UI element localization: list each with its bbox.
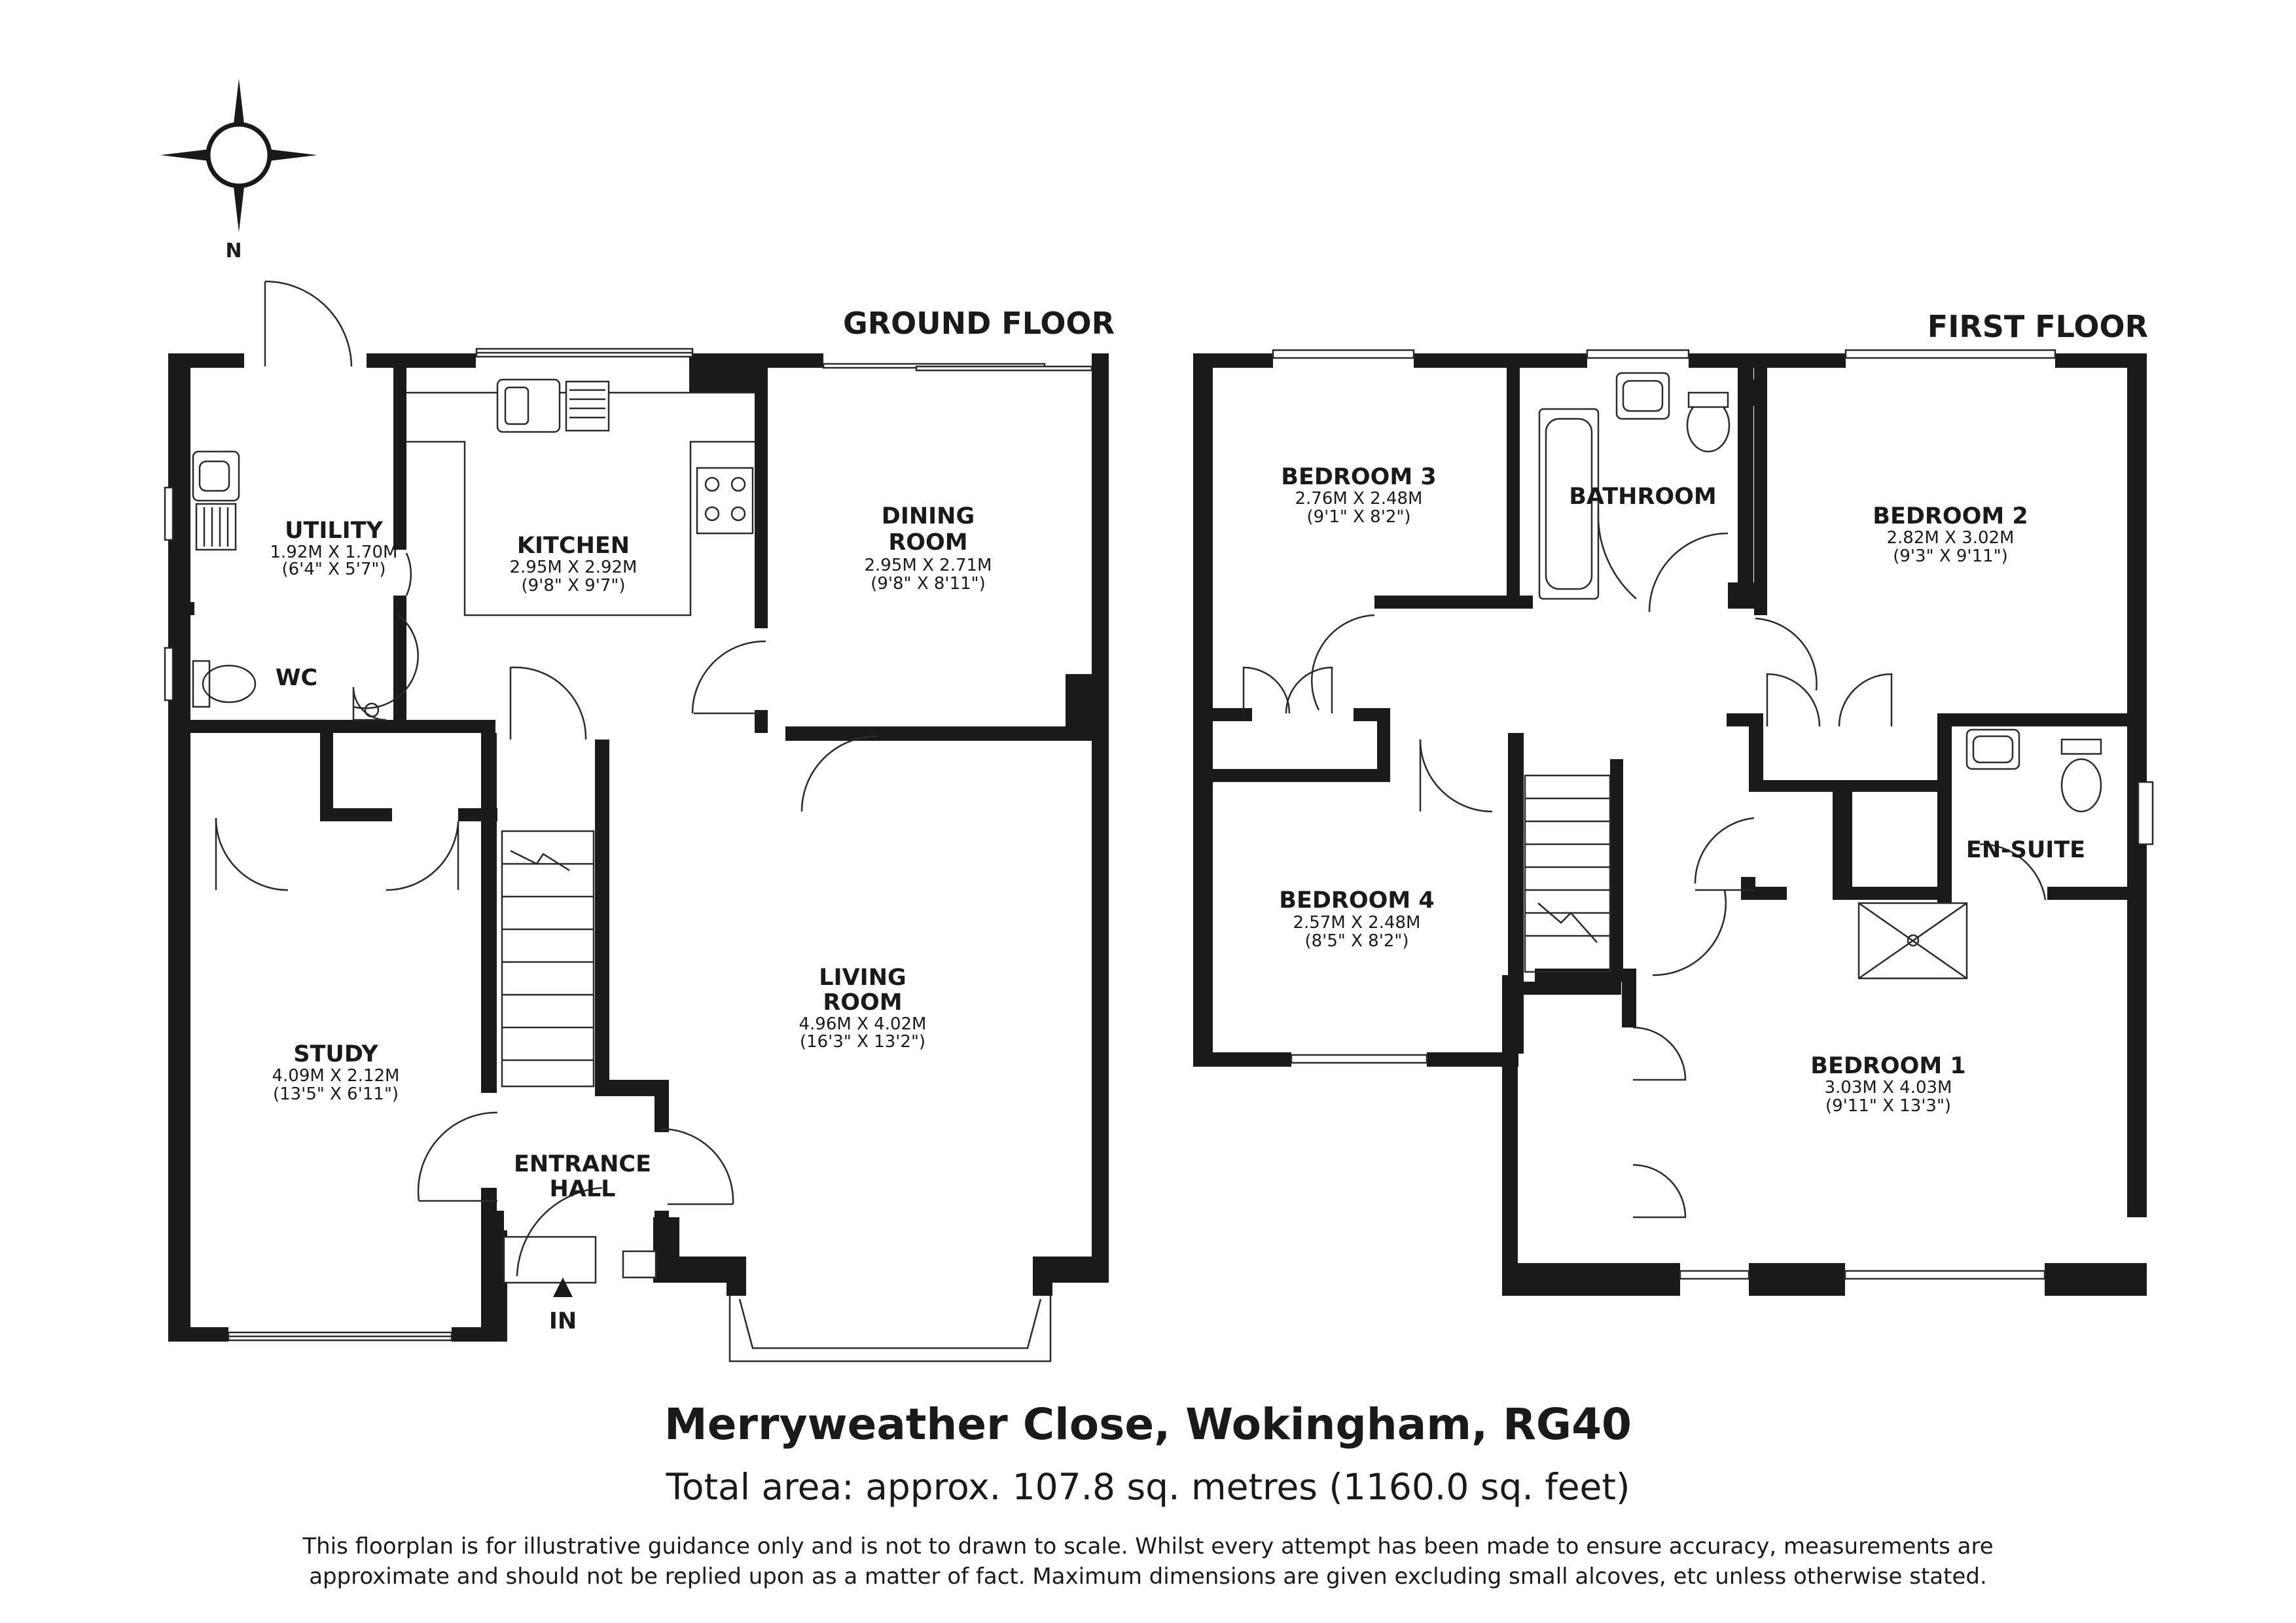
svg-text:(9'3" X 9'11"): (9'3" X 9'11") (1893, 546, 2008, 566)
room-label-entrance-hall (514, 1151, 651, 1202)
room-label-living-room (799, 965, 927, 1052)
compass-north-label: N (225, 240, 242, 262)
svg-text:EN-SUITE: EN-SUITE (1965, 837, 2086, 863)
room-label-dining-room (865, 503, 992, 594)
disclaimer-line-2: approximate and should not be replied upon as a matter of fact. Maximum dimensions are given excluding small alcoves, etc unless otherwise stated. (309, 1563, 1987, 1590)
ground-floor-title: GROUND FLOOR (842, 306, 1115, 341)
first-staircase (1525, 776, 1610, 972)
room-label-study (272, 1041, 400, 1104)
disclaimer (0, 1531, 2296, 1592)
room-label-bedroom-3 (1281, 464, 1436, 527)
total-area: Total area: approx. 107.8 sq. metres (1160.0 sq. feet) (666, 1466, 1630, 1508)
first-floor-plan (1193, 309, 2153, 1296)
svg-text:WC: WC (275, 665, 318, 691)
svg-text:2.95M X 2.92M: 2.95M X 2.92M (509, 558, 637, 577)
first-floor-title: FIRST FLOOR (1927, 309, 2148, 344)
svg-text:2.95M X 2.71M: 2.95M X 2.71M (864, 556, 992, 575)
svg-text:BEDROOM 1: BEDROOM 1 (1810, 1053, 1966, 1079)
svg-text:BEDROOM 3: BEDROOM 3 (1281, 464, 1437, 490)
svg-text:(8'5" X 8'2"): (8'5" X 8'2") (1304, 931, 1409, 951)
room-label-bedroom-1 (1810, 1053, 1965, 1116)
room-label-bedroom-4 (1279, 887, 1434, 951)
svg-text:4.09M X 2.12M: 4.09M X 2.12M (272, 1066, 400, 1086)
svg-text:BEDROOM 2: BEDROOM 2 (1873, 503, 2028, 529)
svg-text:(9'8" X 8'11"): (9'8" X 8'11") (870, 574, 986, 594)
svg-text:2.76M X 2.48M: 2.76M X 2.48M (1295, 489, 1423, 508)
room-label-en-suite (1966, 837, 2085, 863)
svg-text:(16'3" X 13'2"): (16'3" X 13'2") (799, 1032, 926, 1052)
svg-text:KITCHEN: KITCHEN (516, 533, 630, 559)
svg-text:(9'1" X 8'2"): (9'1" X 8'2") (1306, 507, 1411, 527)
room-label-wc (276, 665, 317, 691)
room-label-bedroom-2 (1873, 503, 2028, 566)
svg-text:ENTRANCE: ENTRANCE (514, 1151, 651, 1177)
room-label-kitchen (510, 533, 637, 596)
disclaimer-line-1: This floorplan is for illustrative guidance only and is not to drawn to scale. Whilst every attempt has been made to ensure accuracy, measurements are (302, 1533, 1994, 1560)
svg-text:(6'4" X 5'7"): (6'4" X 5'7") (281, 560, 386, 579)
svg-text:LIVING: LIVING (819, 965, 906, 991)
svg-text:STUDY: STUDY (293, 1041, 378, 1067)
svg-text:2.57M X 2.48M: 2.57M X 2.48M (1293, 913, 1421, 933)
svg-text:4.96M X 4.02M: 4.96M X 4.02M (798, 1014, 927, 1034)
svg-text:ROOM: ROOM (823, 990, 903, 1016)
entrance-marker (549, 1277, 577, 1334)
svg-text:IN: IN (548, 1308, 577, 1334)
room-label-bathroom (1569, 484, 1717, 510)
property-address: Merryweather Close, Wokingham, RG40 (664, 1399, 1632, 1450)
svg-text:(13'5" X 6'11"): (13'5" X 6'11") (272, 1084, 399, 1104)
ground-staircase (502, 831, 594, 1086)
svg-text:BATHROOM: BATHROOM (1569, 484, 1717, 510)
ground-floor-plan (165, 281, 1115, 1361)
svg-text:3.03M X 4.03M: 3.03M X 4.03M (1824, 1078, 1952, 1097)
svg-text:(9'11" X 13'3"): (9'11" X 13'3") (1825, 1096, 1952, 1116)
svg-text:BEDROOM 4: BEDROOM 4 (1279, 887, 1435, 914)
room-label-utility (270, 518, 398, 579)
svg-text:HALL: HALL (549, 1176, 616, 1202)
svg-text:(9'8" X 9'7"): (9'8" X 9'7") (521, 576, 626, 596)
svg-text:UTILITY: UTILITY (285, 518, 383, 544)
compass-icon (160, 79, 317, 262)
svg-text:DINING: DINING (881, 503, 975, 529)
svg-text:2.82M X 3.02M: 2.82M X 3.02M (1886, 528, 2015, 548)
svg-text:ROOM: ROOM (888, 529, 968, 556)
svg-text:1.92M X 1.70M: 1.92M X 1.70M (270, 543, 398, 562)
